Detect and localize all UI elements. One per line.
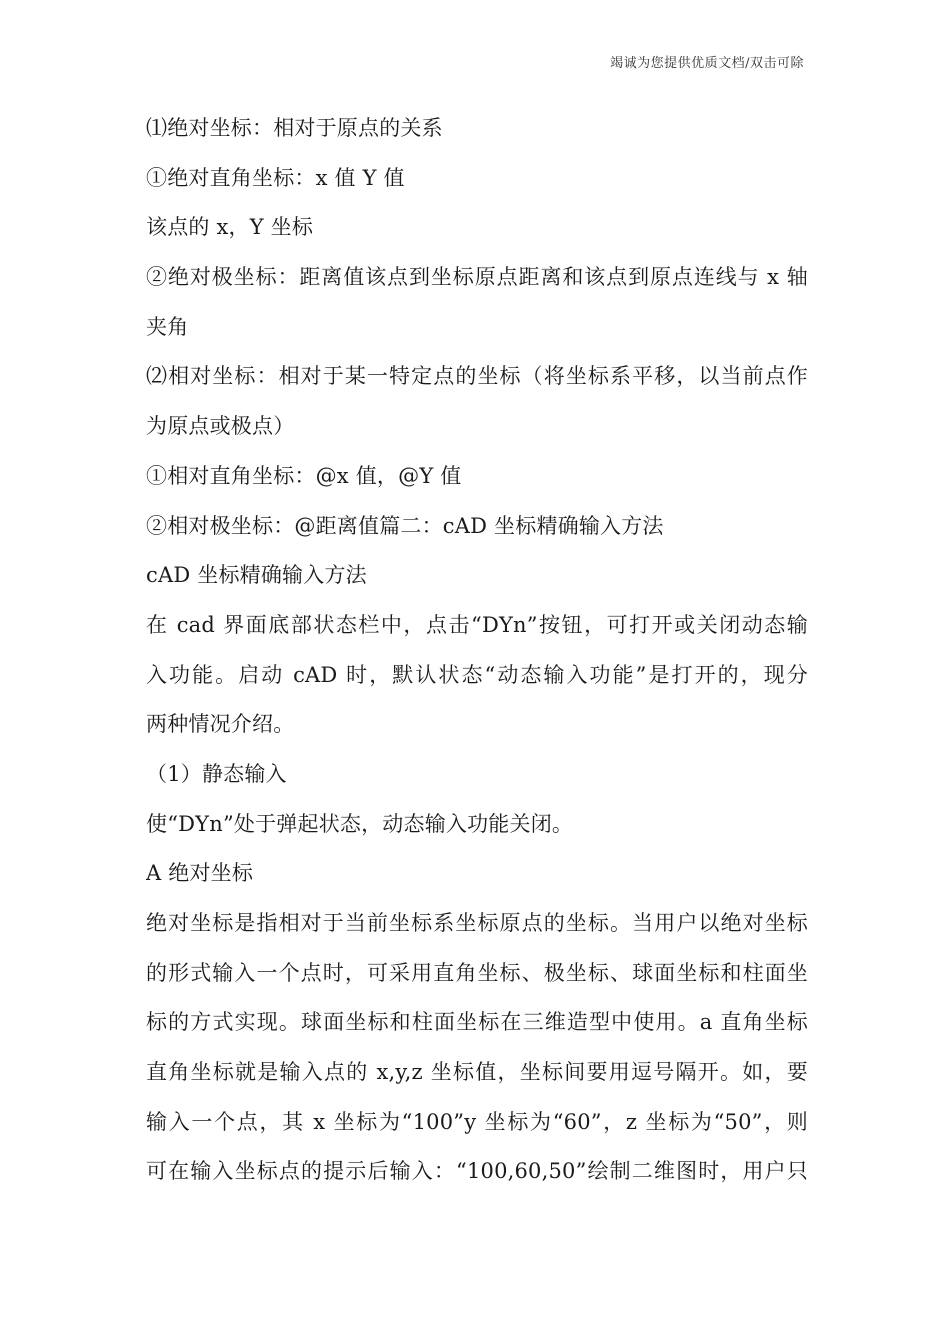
text-line: ②相对极坐标：@距离值篇二：cAD 坐标精确输入方法 [146, 513, 664, 538]
text-line: ⑵相对坐标：相对于某一特定点的坐标（将坐标系平移，以当前点作 [146, 364, 808, 389]
text-line: 在 cad 界面底部状态栏中，点击“DYn”按钮，可打开或关闭动态输 [146, 612, 808, 637]
body-text [146, 104, 808, 1197]
text-line: 使“DYn”处于弹起状态，动态输入功能关闭。 [146, 811, 574, 836]
text-line: 标的方式实现。球面坐标和柱面坐标在三维造型中使用。a 直角坐标 [146, 1010, 808, 1035]
text-line: 输入一个点，其 x 坐标为“100”y 坐标为“60”，z 坐标为“50”，则 [146, 1109, 808, 1134]
text-line: 为原点或极点） [146, 414, 295, 439]
text-line: 该点的 x，Y 坐标 [146, 215, 314, 240]
text-line: ①绝对直角坐标：x 值 Y 值 [146, 165, 405, 190]
text-line: ①相对直角坐标：@x 值，@Y 值 [146, 463, 462, 488]
text-line: 的形式输入一个点时，可采用直角坐标、极坐标、球面坐标和柱面坐 [146, 960, 808, 985]
text-line: 可在输入坐标点的提示后输入：“100,60,50”绘制二维图时，用户只 [146, 1159, 808, 1184]
text-line: 入功能。启动 cAD 时，默认状态“动态输入功能”是打开的，现分 [146, 662, 808, 687]
text-line: A 绝对坐标 [146, 861, 254, 886]
text-line: （1）静态输入 [146, 761, 287, 786]
text-line: cAD 坐标精确输入方法 [146, 563, 367, 588]
text-line: 夹角 [146, 314, 189, 339]
text-line: 直角坐标就是输入点的 x,y,z 坐标值，坐标间要用逗号隔开。如，要 [146, 1060, 808, 1085]
text-line: ⑴绝对坐标：相对于原点的关系 [146, 116, 443, 140]
text-line: 两种情况介绍。 [146, 712, 295, 737]
text-line: 绝对坐标是指相对于当前坐标系坐标原点的坐标。当用户以绝对坐标 [146, 911, 808, 935]
header-note: 竭诚为您提供优质文档/双击可除 [610, 56, 804, 71]
text-line: ②绝对极坐标：距离值该点到坐标原点距离和该点到原点连线与 x 轴 [146, 265, 808, 290]
